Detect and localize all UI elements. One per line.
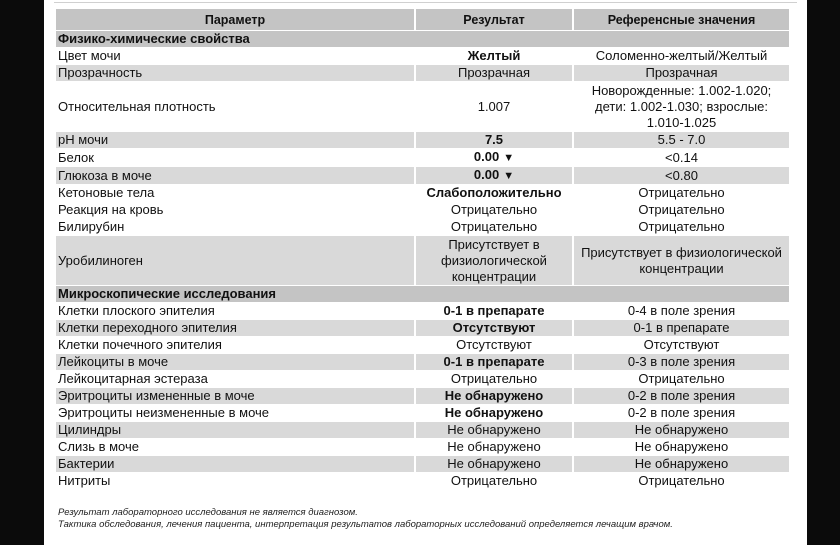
table-row — [56, 236, 789, 286]
table-row — [56, 439, 789, 456]
lab-report-sheet — [44, 0, 807, 545]
parameter-name: Лейкоциты в моче — [56, 354, 416, 371]
top-divider — [54, 2, 797, 3]
result-text: Присутствует в физиологической концентрации — [441, 236, 547, 284]
result-value — [416, 185, 574, 202]
reference-value: Соломенно-желтый/Желтый — [574, 48, 789, 65]
parameter-name: Белок — [56, 149, 416, 167]
result-value — [416, 388, 574, 405]
parameter-name: Цилиндры — [56, 422, 416, 439]
reference-value: 5.5 - 7.0 — [574, 132, 789, 149]
reference-value: Отрицательно — [574, 473, 789, 490]
result-value — [416, 473, 574, 490]
parameter-name: Эритроциты неизмененные в моче — [56, 405, 416, 422]
result-text: Слабоположительно — [426, 185, 562, 200]
urinalysis-results-table — [56, 9, 789, 490]
parameter-name: Реакция на кровь — [56, 202, 416, 219]
parameter-name: Кетоновые тела — [56, 185, 416, 202]
table-body — [56, 31, 789, 490]
reference-value: Отрицательно — [574, 202, 789, 219]
result-value — [416, 65, 574, 82]
parameter-name: Прозрачность — [56, 65, 416, 82]
parameter-name: Клетки плоского эпителия — [56, 303, 416, 320]
result-value — [416, 303, 574, 320]
result-value — [416, 337, 574, 354]
result-value — [416, 422, 574, 439]
result-text: 1.007 — [477, 98, 511, 114]
header-reference: Референсные значения — [574, 9, 789, 31]
result-value — [416, 167, 574, 185]
reference-value: 0-3 в поле зрения — [574, 354, 789, 371]
table-row — [56, 185, 789, 202]
reference-value: <0.14 — [574, 149, 789, 167]
reference-value: 0-4 в поле зрения — [574, 303, 789, 320]
header-parameter: Параметр — [56, 9, 416, 31]
result-text: Отсутствуют — [456, 337, 532, 352]
result-text: Не обнаружено — [444, 405, 544, 420]
result-text: 0.00 — [473, 149, 500, 164]
reference-value: Отрицательно — [574, 185, 789, 202]
parameter-name: Слизь в моче — [56, 439, 416, 456]
down-arrow-icon: ▼ — [503, 152, 515, 164]
table-row — [56, 337, 789, 354]
reference-value: 0-2 в поле зрения — [574, 405, 789, 422]
result-value — [416, 236, 574, 286]
result-text: Прозрачная — [457, 65, 530, 80]
result-text: Отрицательно — [450, 473, 538, 488]
table-row — [56, 167, 789, 185]
result-text: 0-1 в препарате — [443, 303, 545, 318]
parameter-name: Относительная плотность — [56, 82, 416, 132]
result-value — [416, 202, 574, 219]
table-row — [56, 388, 789, 405]
footnote-diagnosis: Результат лабораторного исследования не является диагнозом. — [58, 507, 358, 518]
result-value — [416, 371, 574, 388]
table-row — [56, 149, 789, 167]
table-row — [56, 456, 789, 473]
result-value — [416, 439, 574, 456]
table-row — [56, 354, 789, 371]
reference-value: 0-1 в препарате — [574, 320, 789, 337]
table-row — [56, 65, 789, 82]
table-row — [56, 82, 789, 132]
table-row — [56, 132, 789, 149]
result-text: Отрицательно — [450, 219, 538, 234]
reference-value: Не обнаружено — [574, 439, 789, 456]
reference-value: 0-2 в поле зрения — [574, 388, 789, 405]
parameter-name: Цвет мочи — [56, 48, 416, 65]
result-value — [416, 149, 574, 167]
table-row — [56, 219, 789, 236]
result-value — [416, 456, 574, 473]
reference-value: Отрицательно — [574, 371, 789, 388]
result-text: Отрицательно — [450, 202, 538, 217]
result-value — [416, 82, 574, 132]
section-header — [56, 31, 789, 48]
reference-value: Новорожденные: 1.002-1.020; дети: 1.002-1.030; взрослые: 1.010-1.025 — [574, 82, 789, 132]
down-arrow-icon: ▼ — [503, 170, 515, 182]
table-row — [56, 202, 789, 219]
result-text: Желтый — [467, 48, 521, 63]
result-value — [416, 405, 574, 422]
footnote-interpretation: Тактика обследования, лечения пациента, интерпретация результатов лабораторных исследований определяется лечащим врачом. — [58, 519, 673, 530]
reference-value: Не обнаружено — [574, 422, 789, 439]
section-header — [56, 286, 789, 303]
result-text: Не обнаружено — [447, 422, 541, 437]
parameter-name: Глюкоза в моче — [56, 167, 416, 185]
result-value — [416, 219, 574, 236]
result-text: Не обнаружено — [444, 388, 544, 403]
result-text: Не обнаружено — [447, 439, 541, 454]
result-text: Не обнаружено — [447, 456, 541, 471]
reference-value: Не обнаружено — [574, 456, 789, 473]
table-row — [56, 371, 789, 388]
parameter-name: Бактерии — [56, 456, 416, 473]
result-text: 0-1 в препарате — [443, 354, 545, 369]
table-header-row — [56, 9, 789, 31]
result-text: Отсутствуют — [452, 320, 536, 335]
reference-value: Отрицательно — [574, 219, 789, 236]
table-row — [56, 405, 789, 422]
parameter-name: Лейкоцитарная эстераза — [56, 371, 416, 388]
reference-value: Присутствует в физиологической концентрации — [574, 236, 789, 286]
reference-value: Отсутствуют — [574, 337, 789, 354]
parameter-name: Уробилиноген — [56, 236, 416, 286]
parameter-name: Билирубин — [56, 219, 416, 236]
result-text: 7.5 — [484, 132, 504, 147]
table-row — [56, 320, 789, 337]
result-value — [416, 354, 574, 371]
reference-value: <0.80 — [574, 167, 789, 185]
header-result: Результат — [416, 9, 574, 31]
result-value — [416, 132, 574, 149]
parameter-name: Нитриты — [56, 473, 416, 490]
result-value — [416, 48, 574, 65]
table-row — [56, 303, 789, 320]
result-text: 0.00 — [473, 167, 500, 182]
reference-value: Прозрачная — [574, 65, 789, 82]
table-row — [56, 48, 789, 65]
table-row — [56, 473, 789, 490]
section-title: Микроскопические исследования — [56, 286, 789, 303]
section-title: Физико-химические свойства — [56, 31, 789, 48]
parameter-name: Клетки переходного эпителия — [56, 320, 416, 337]
table-row — [56, 422, 789, 439]
parameter-name: Клетки почечного эпителия — [56, 337, 416, 354]
result-text: Отрицательно — [450, 371, 538, 386]
result-value — [416, 320, 574, 337]
parameter-name: pH мочи — [56, 132, 416, 149]
parameter-name: Эритроциты измененные в моче — [56, 388, 416, 405]
